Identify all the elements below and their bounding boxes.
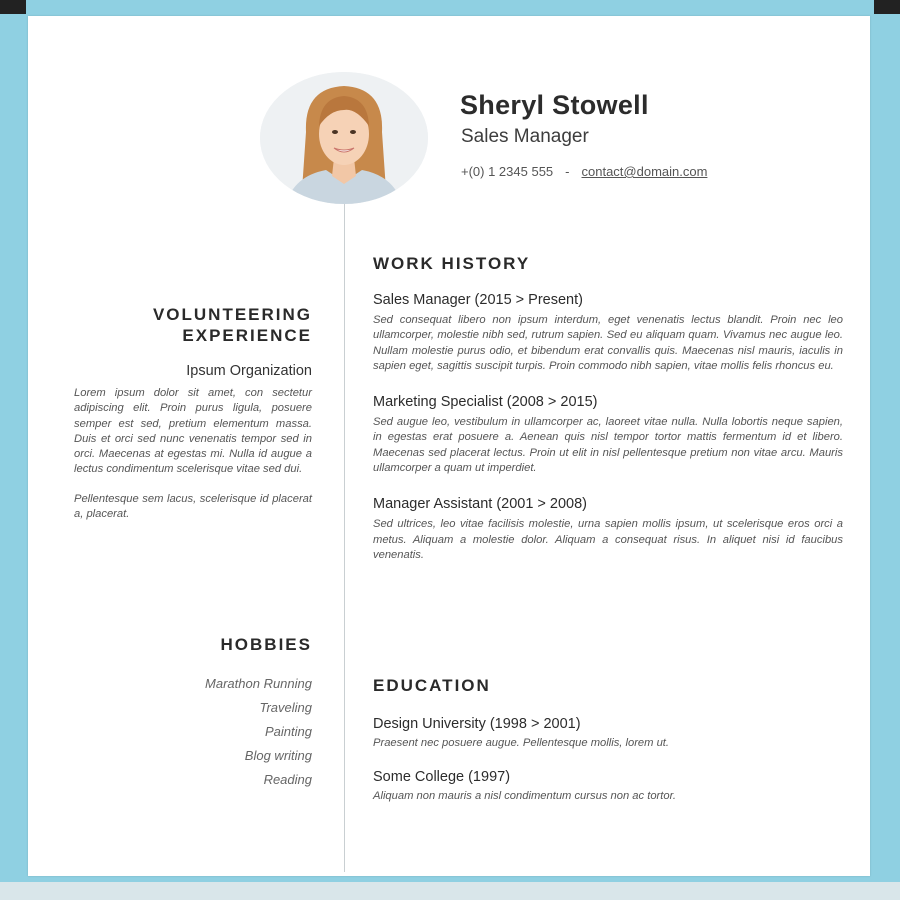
work-entry-description: Sed consequat libero non ipsum interdum, eget venenatis lectus blandit. Proin nec leo ullamcorper, molestie nibh sed, rutrum sapien. Sed eu aliquam quam. Vivamus nec augue leo. Nullam molestie purus odio, et bibendum erat convallis quis. Maecenas nisl mauris, iaculis in sapien eget, sagittis suscipit turpis. Proin commodo nibh sapien, vitae mollis felis rhoncus eu.: [373, 314, 843, 372]
hobbies-heading: HOBBIES: [220, 635, 312, 654]
volunteering-heading-line1: VOLUNTEERING: [152, 305, 312, 324]
education-entry-description: Praesent nec posuere augue. Pellentesque mollis, lorem ut.: [373, 737, 670, 749]
education-entry-title: Design University (1998 > 2001): [373, 716, 581, 732]
candidate-title: Sales Manager: [461, 126, 589, 147]
volunteering-heading-line2: EXPERIENCE: [182, 326, 312, 345]
education-entry-title: Some College (1997): [373, 769, 511, 786]
education-entry-description: Aliquam non mauris a nisl condimentum cursus non ac tortor.: [373, 790, 677, 803]
profile-photo-illustration: [260, 72, 428, 204]
education-section: [373, 676, 843, 805]
frame-corner: [874, 0, 900, 14]
education-heading: EDUCATION: [373, 676, 491, 695]
resume-page: [28, 16, 870, 876]
hobby-item: Painting: [265, 724, 312, 739]
volunteering-section: [74, 304, 312, 522]
phone-number: +(0) 1 2345 555: [461, 164, 554, 179]
work-entry: [373, 292, 843, 374]
work-entry: [373, 496, 843, 563]
hobbies-section: [74, 634, 312, 792]
education-entry: [373, 716, 843, 751]
education-entry: [373, 769, 843, 804]
hobby-item: Traveling: [259, 700, 312, 715]
column-divider: [344, 202, 345, 872]
frame-corner: [0, 0, 26, 14]
work-entry-description: Sed augue leo, vestibulum in ullamcorper ac, laoreet vitae nulla. Nulla lobortis neque sapien, in egestas erat posuere a. Aenean quis nisl tempor tortor mattis fermentum id et libero. Maecenas sed placerat lectus. Proin ut elit in nisl pellentesque pretium non vitae arcu. Mauris ullamcorper a quam ut imperdiet.: [373, 416, 843, 475]
work-entry: [373, 394, 843, 476]
hobby-item: Blog writing: [244, 748, 312, 763]
candidate-name: Sheryl Stowell: [460, 90, 649, 120]
work-entry-title: Manager Assistant (2001 > 2008): [373, 496, 588, 513]
work-entry-description: Sed ultrices, leo vitae facilisis molestie, urna sapien mollis ipsum, ut scelerisque eros orci a metus. Aliquam a molestie dolor. Aliquam a consequat risus. In aliquet nisi id faucibus venenatis.: [373, 518, 843, 561]
volunteering-paragraph: Pellentesque sem lacus, scelerisque id placerat a, placerat.: [74, 492, 312, 521]
contact-separator: -: [565, 164, 570, 179]
email-link[interactable]: contact@domain.com: [581, 164, 708, 179]
work-entry-title: Sales Manager (2015 > Present): [373, 292, 583, 308]
profile-photo: [260, 72, 428, 204]
volunteering-paragraph: Lorem ipsum dolor sit amet, con sectetur adipiscing elit. Proin purus ligula, posuere semper est sed, pretium elementum massa. Duis et orci sed nunc venenatis tempor sed in orci. Maecenas at egestas mi. Nulla id augue a lectus condimentum scelerisque vitae sed dui.: [74, 387, 312, 476]
contact-row: [461, 164, 707, 179]
hobby-item: Marathon Running: [205, 676, 312, 691]
work-entry-title: Marketing Specialist (2008 > 2015): [373, 394, 598, 411]
work-history-section: [373, 254, 843, 563]
organization-name: Ipsum Organization: [186, 363, 312, 379]
frame-bottom-strip: [0, 876, 900, 900]
hobbies-list: [74, 672, 312, 792]
work-history-heading: WORK HISTORY: [373, 254, 531, 273]
hobby-item: Reading: [263, 772, 312, 787]
